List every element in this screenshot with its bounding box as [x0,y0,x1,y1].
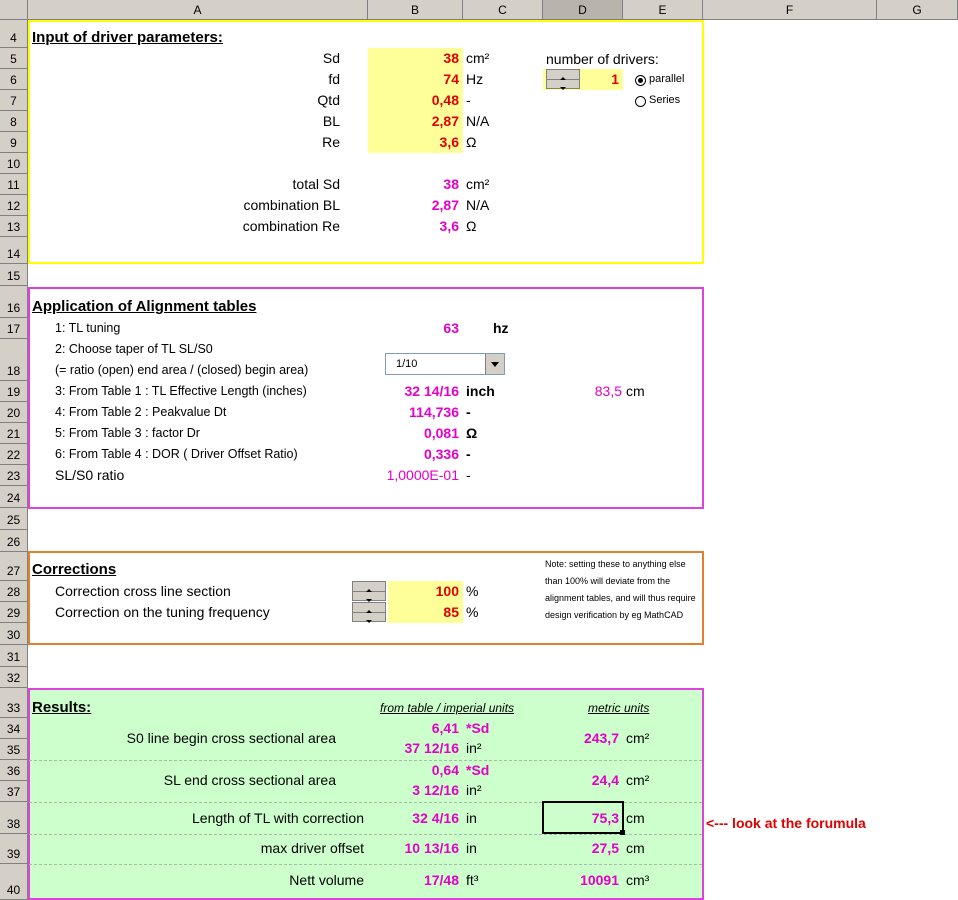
step3-label: 3: From Table 1 : TL Effective Length (inches) [55,384,307,398]
cross-correction-value[interactable]: 100 [435,583,459,599]
note-line: alignment tables, and will thus require [545,593,696,603]
taper-select[interactable] [385,353,505,375]
tuning-correction-unit: % [466,604,479,620]
row-header[interactable]: 34 [0,718,28,739]
parallel-radio[interactable] [635,75,646,86]
tl-length-metric-unit: cm [626,810,645,826]
taper-select-value: 1/10 [396,358,418,370]
row-header[interactable]: 22 [0,444,28,465]
step4-label: 4: From Table 2 : Peakvalue Dt [55,405,227,419]
combination-re-value: 3,6 [439,218,459,234]
param-label-re: Re [322,134,340,150]
step5-label: 5: From Table 3 : factor Dr [55,426,200,440]
combination-re-label: combination Re [242,218,340,234]
param-label-fd: fd [328,71,340,87]
spin-up-icon[interactable] [353,603,385,613]
row-header[interactable]: 38 [0,802,28,834]
row-header[interactable]: 16 [0,286,28,318]
total-sd-unit: cm² [466,176,490,192]
nett-volume-metric: 10091 [580,872,619,888]
sl-metric: 24,4 [591,772,619,788]
row-header[interactable]: 13 [0,216,28,237]
length-value: 32 14/16 [404,383,459,399]
dor-unit: - [466,446,471,462]
driver-offset-inches-unit: in [466,840,477,856]
tuning-value: 63 [443,320,459,336]
row-header[interactable]: 37 [0,781,28,802]
parallel-label[interactable]: parallel [649,73,685,85]
corrections-note [545,556,696,624]
nett-volume-ft: 17/48 [423,872,459,888]
results-section-title: Results: [32,699,92,716]
spin-up-icon[interactable] [547,70,579,80]
ratio-unit: - [466,467,471,483]
row-header[interactable]: 36 [0,760,28,781]
results-divider [29,864,702,865]
note-line: than 100% will deviate from the [545,576,671,586]
param-unit-bl: N/A [466,113,490,129]
driver-offset-label: max driver offset [260,840,364,856]
imperial-column-header: from table / imperial units [380,701,515,715]
cross-correction-spinner[interactable] [352,581,386,601]
row-header[interactable]: 10 [0,153,28,174]
cross-correction-unit: % [466,583,479,599]
ratio-label: SL/S0 ratio [55,467,125,483]
row-header[interactable]: 7 [0,90,28,111]
corrections-section-title: Corrections [32,561,117,578]
driver-offset-metric-unit: cm [626,840,645,856]
param-label-qtd: Qtd [317,92,340,108]
sl-label: SL end cross sectional area [163,772,336,788]
row-header[interactable]: 26 [0,530,28,552]
tl-length-metric[interactable]: 75,3 [591,810,619,826]
tuning-correction-label: Correction on the tuning frequency [55,604,270,620]
row-header[interactable]: 32 [0,667,28,688]
param-unit-fd: Hz [466,71,484,87]
spin-down-icon[interactable] [547,80,579,89]
row-header[interactable]: 19 [0,381,28,402]
spin-down-icon[interactable] [353,592,385,601]
tl-length-inches: 32 4/16 [412,810,459,826]
row-header[interactable]: 12 [0,195,28,216]
param-value-re[interactable]: 3,6 [439,134,459,150]
cross-correction-label: Correction cross line section [55,583,231,599]
dr-value: 0,081 [423,425,459,441]
param-value-fd[interactable]: 74 [443,71,459,87]
step2b-label: (= ratio (open) end area / (closed) begin area) [55,363,309,377]
driver-offset-metric: 27,5 [591,840,619,856]
row-header[interactable]: 15 [0,264,28,286]
sl-inches: 3 12/16 [412,782,459,798]
row-header[interactable]: 6 [0,69,28,90]
param-label-bl: BL [322,113,340,129]
total-sd-label: total Sd [292,176,340,192]
param-unit-qtd: - [466,92,471,108]
note-line: design verification by eg MathCAD [545,610,684,620]
tuning-correction-spinner[interactable] [352,602,386,622]
row-header[interactable]: 11 [0,174,28,195]
length-unit: inch [466,383,495,399]
row-header[interactable]: 28 [0,581,28,602]
column-header-e[interactable]: E [623,0,703,20]
drivers-spinner[interactable] [546,69,580,89]
row-header[interactable]: 14 [0,237,28,264]
row-header[interactable]: 4 [0,20,28,48]
results-divider [29,834,702,835]
s0-inches-unit: in² [466,740,482,756]
row-header[interactable]: 30 [0,623,28,645]
metric-column-header: metric units [588,701,650,715]
row-header[interactable]: 35 [0,739,28,760]
select-all-corner[interactable] [0,0,28,20]
length-cm-value: 83,5 [594,383,622,399]
ratio-value: 1,0000E-01 [386,467,459,483]
dr-unit: Ω [466,425,478,441]
param-value-sd[interactable]: 38 [443,50,459,66]
param-unit-sd: cm² [466,50,490,66]
sl-inches-unit: in² [466,782,482,798]
row-header[interactable]: 8 [0,111,28,132]
nett-volume-label: Nett volume [289,872,364,888]
results-section-frame [28,688,704,900]
s0-ratio-unit: *Sd [466,720,490,736]
combination-bl-label: combination BL [243,197,340,213]
step2-label: 2: Choose taper of TL SL/S0 [55,342,213,356]
drivers-label: number of drivers: [546,51,659,67]
row-header[interactable]: 23 [0,465,28,486]
s0-label: S0 line begin cross sectional area [126,730,336,746]
row-header[interactable]: 24 [0,486,28,508]
column-header-b[interactable]: B [368,0,463,20]
column-header-c[interactable]: C [463,0,543,20]
row-header[interactable]: 29 [0,602,28,623]
column-header-d[interactable]: D [543,0,623,20]
row-header[interactable]: 18 [0,339,28,381]
dt-value: 114,736 [409,404,459,420]
row-header[interactable]: 40 [0,864,28,900]
s0-ratio: 6,41 [431,720,459,736]
alignment-section-title: Application of Alignment tables [32,298,257,315]
row-header[interactable]: 9 [0,132,28,153]
param-label-sd: Sd [322,50,340,66]
tuning-correction-value[interactable]: 85 [443,604,459,620]
combination-bl-value: 2,87 [431,197,459,213]
column-header-a[interactable]: A [28,0,368,20]
sl-metric-unit: cm² [626,772,650,788]
input-section-title: Input of driver parameters: [32,29,223,46]
row-header[interactable]: 17 [0,318,28,339]
spin-up-icon[interactable] [353,582,385,592]
combination-bl-unit: N/A [466,197,490,213]
formula-annotation: <--- look at the forumula [706,815,866,831]
param-value-bl[interactable]: 2,87 [431,113,459,129]
total-sd-value: 38 [443,176,459,192]
s0-metric-unit: cm² [626,730,650,746]
row-header[interactable]: 5 [0,48,28,69]
row-header[interactable]: 20 [0,402,28,423]
dor-value: 0,336 [423,446,459,462]
tl-length-label: Length of TL with correction [192,810,364,826]
param-unit-re: Ω [466,134,477,150]
column-header-f[interactable]: F [703,0,877,20]
step1-label: 1: TL tuning [55,321,121,335]
tuning-unit: hz [493,320,509,336]
sl-ratio-unit: *Sd [466,762,490,778]
row-header[interactable]: 39 [0,834,28,864]
s0-inches: 37 12/16 [404,740,459,756]
nett-volume-metric-unit: cm³ [626,872,650,888]
row-header[interactable]: 33 [0,688,28,718]
spin-down-icon[interactable] [353,613,385,622]
tl-length-inches-unit: in [466,810,477,826]
row-header[interactable]: 25 [0,508,28,530]
series-radio[interactable] [635,96,646,107]
results-divider [29,760,702,761]
combination-re-unit: Ω [466,218,477,234]
sl-ratio: 0,64 [431,762,459,778]
column-header-g[interactable]: G [877,0,958,20]
row-header[interactable]: 31 [0,645,28,667]
row-header[interactable]: 27 [0,552,28,581]
s0-metric: 243,7 [583,730,619,746]
length-cm-unit: cm [626,383,645,399]
step6-label: 6: From Table 4 : DOR ( Driver Offset Ratio) [55,447,298,461]
nett-volume-ft-unit: ft³ [466,872,479,888]
chevron-down-icon[interactable] [485,354,504,374]
series-label[interactable]: Series [649,94,681,106]
note-line: Note: setting these to anything else [545,559,686,569]
fill-handle[interactable] [620,830,625,835]
drivers-value[interactable]: 1 [611,71,619,87]
driver-offset-inches: 10 13/16 [404,840,459,856]
row-header[interactable]: 21 [0,423,28,444]
dt-unit: - [466,404,471,420]
param-value-qtd[interactable]: 0,48 [431,92,459,108]
